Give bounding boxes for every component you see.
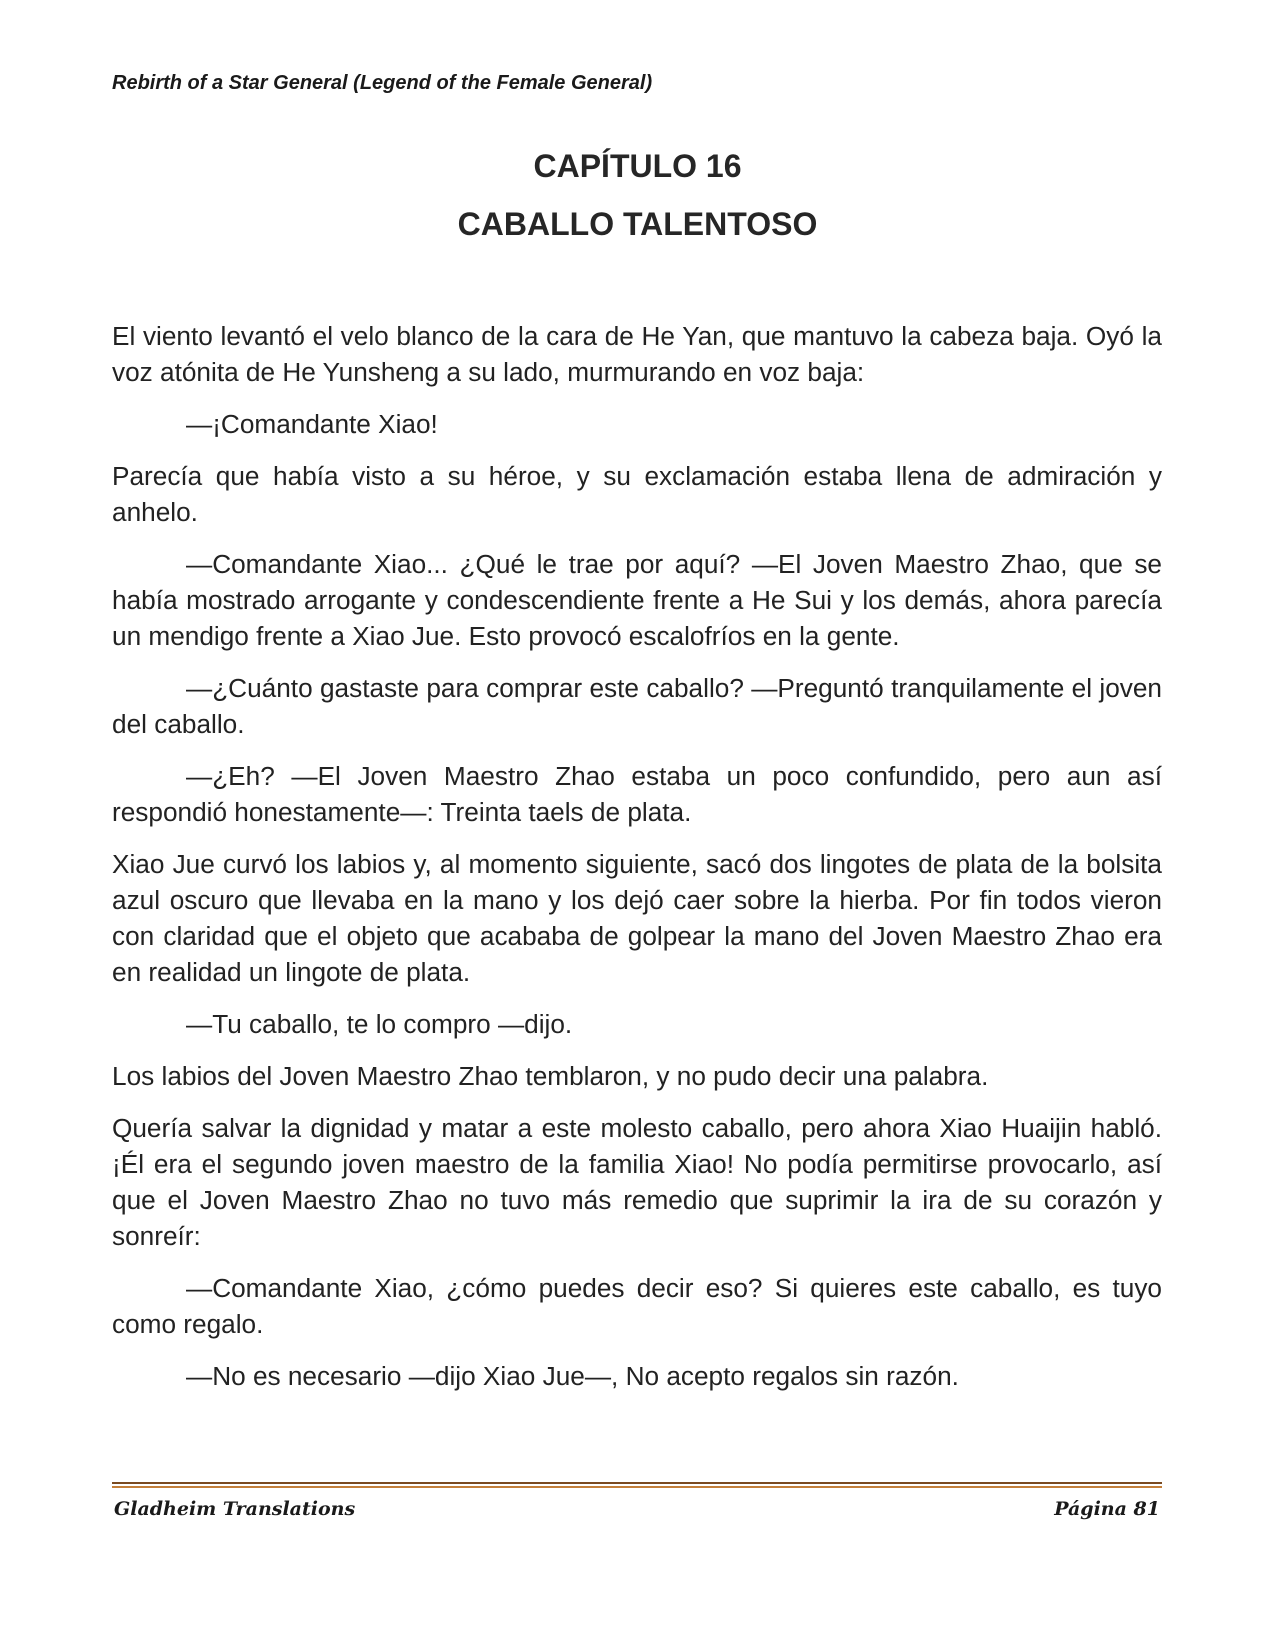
running-header: Rebirth of a Star General (Legend of the Female General) <box>112 72 653 94</box>
dialogue-paragraph: —¡Comandante Xiao! <box>186 409 438 439</box>
dialogue-paragraph: —¿Cuánto gastaste para comprar este caballo? —Preguntó tranquilamente el joven del caballo. <box>112 673 1162 739</box>
paragraph: Parecía que había visto a su héroe, y su exclamación estaba llena de admiración y anhelo. <box>112 461 1162 527</box>
footer-page-number: Página 81 <box>1054 1498 1160 1520</box>
dialogue-paragraph: —Tu caballo, te lo compro —dijo. <box>186 1009 573 1039</box>
paragraph: Quería salvar la dignidad y matar a este molesto caballo, pero ahora Xiao Huaijin habló. ¡Él era el segundo joven maestro de la familia Xiao! No podía permitirse provocarlo, así que el Joven Maestro Zhao no tuvo más remedio que suprimir la ira de su corazón y sonreír: <box>112 1113 1162 1251</box>
dialogue-paragraph: —¿Eh? —El Joven Maestro Zhao estaba un poco confundido, pero aun así respondió honestamente—: Treinta taels de plata. <box>112 761 1162 827</box>
dialogue-paragraph: —No es necesario —dijo Xiao Jue—, No acepto regalos sin razón. <box>186 1361 959 1391</box>
dialogue-paragraph: —Comandante Xiao... ¿Qué le trae por aquí? —El Joven Maestro Zhao, que se había mostrado arrogante y condescendiente frente a He Sui y los demás, ahora parecía un mendigo frente a Xiao Jue. Esto provocó escalofríos en la gente. <box>112 549 1162 651</box>
paragraph: El viento levantó el velo blanco de la cara de He Yan, que mantuvo la cabeza baja. Oyó la voz atónita de He Yunsheng a su lado, murmurando en voz baja: <box>112 321 1162 387</box>
footer-divider <box>112 1482 1162 1488</box>
footer-publisher: Gladheim Translations <box>114 1498 356 1520</box>
paragraph: Xiao Jue curvó los labios y, al momento siguiente, sacó dos lingotes de plata de la bolsita azul oscuro que llevaba en la mano y los dejó caer sobre la hierba. Por fin todos vieron con claridad que el objeto que acababa de golpear la mano del Joven Maestro Zhao era en realidad un lingote de plata. <box>112 849 1162 987</box>
chapter-title: CABALLO TALENTOSO <box>457 206 818 242</box>
dialogue-paragraph: —Comandante Xiao, ¿cómo puedes decir eso? Si quieres este caballo, es tuyo como regalo. <box>112 1273 1162 1339</box>
paragraph: Los labios del Joven Maestro Zhao temblaron, y no pudo decir una palabra. <box>112 1061 989 1091</box>
chapter-number: CAPÍTULO 16 <box>533 148 742 184</box>
chapter-body <box>112 318 1162 1410</box>
